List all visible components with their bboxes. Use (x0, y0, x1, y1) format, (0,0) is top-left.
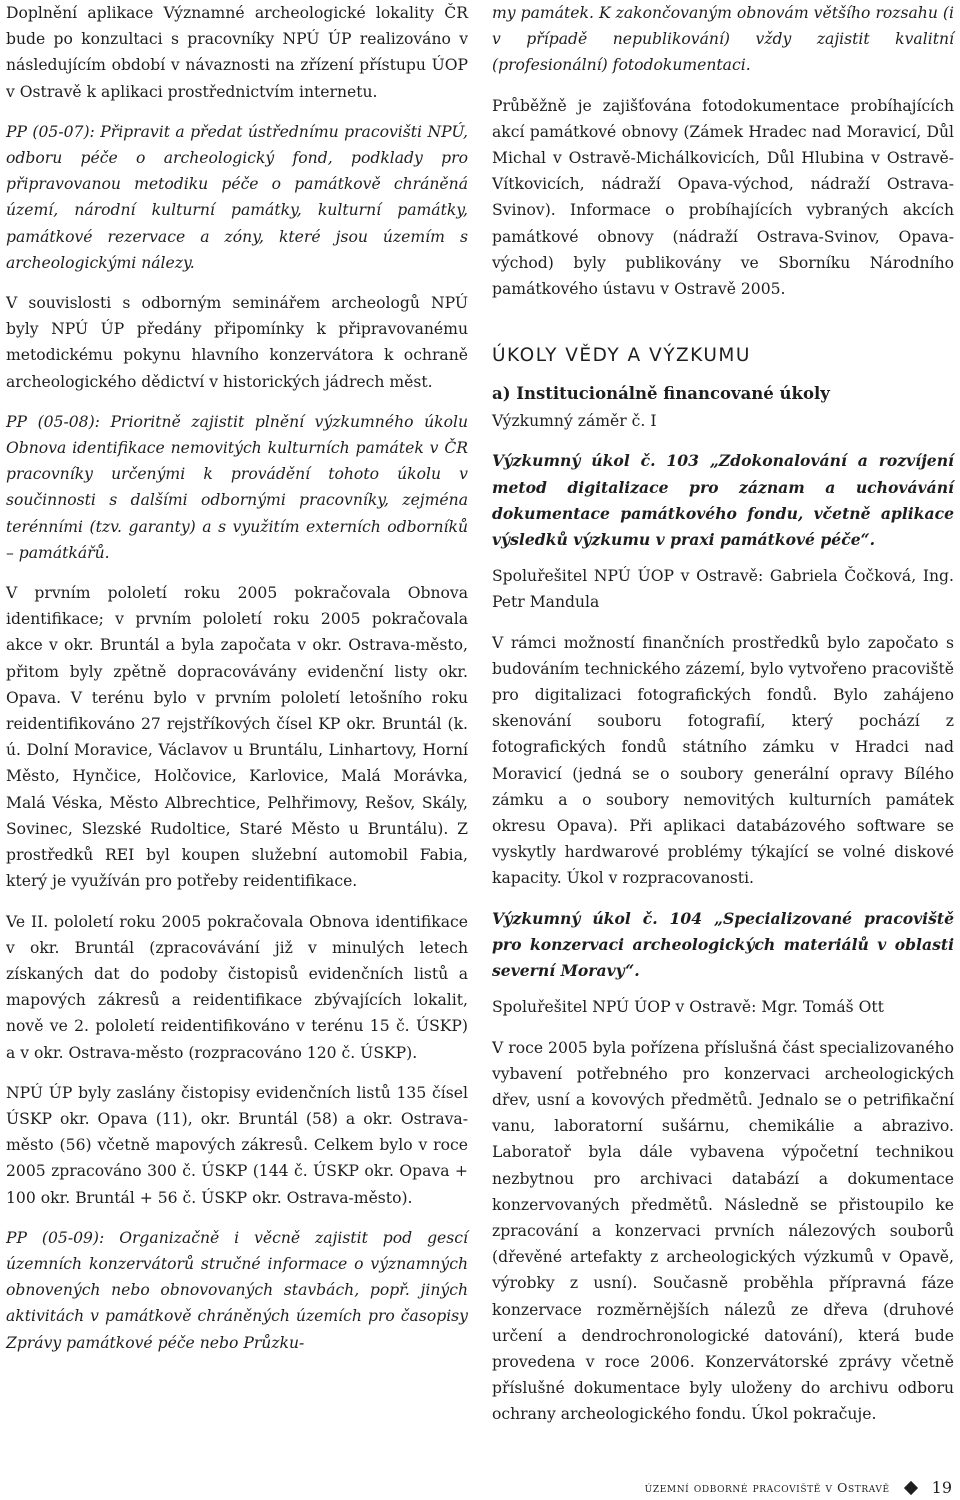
task-103-text: V rámci možností finančních prostředků bylo započato s budováním technického zázemí, bylo vytvořeno pracoviště pro digitalizaci fotografických fondů. Bylo zahájeno skenování souboru fotografií, který pochází z fotografických fondů státního zámku v Hradci nad Moravicí (jedná se o soubory generální opravy Bílého zámku a o soubory nemovitých kulturních památek okresu Opava). Při aplikaci databázového software se vyskytly hardwarové problémy týkající se volné diskové kapacity. Úkol v rozpracovanosti. (492, 633, 954, 888)
page-number: 19 (931, 1478, 952, 1497)
paragraph-seminar: V souvislosti s odborným seminářem archeologů NPÚ byly NPÚ ÚP předány připomínky k připravovanému metodickému pokynu hlavního konzervátora k ochraně archeologického dědictví v historických jádrech měst. (6, 294, 468, 391)
paragraph-first-half-2005: V prvním pololetí roku 2005 pokračovala Obnova identifikace; v prvním pololetí roku 2005 pokračovala akce v okr. Bruntál a byla započata v okr. Ostrava-město, přitom byly zpětně dopracovávány evidenční listy okr. Opava. V terénu bylo v prvním pololetí letošního roku reidentifikováno 27 rejstříkových čísel KP okr. Bruntál (k. ú. Dolní Moravice, Václavov u Bruntálu, Linhartovy, Horní Město, Hynčice, Holčovice, Karlovice, Malá Morávka, Malá Véska, Město Albrechtice, Pelhřimovy, Rešov, Skály, Sovinec, Slezské Rudoltice, Staré Město u Bruntálu). Z prostředků REI byl koupen služební automobil Fabia, který je využíván pro potřeby reidentifikace. (6, 584, 468, 891)
subheading-institutional: a) Institucionálně financované úkoly (492, 384, 830, 404)
right-column (492, 0, 954, 1428)
paragraph-intro: Doplnění aplikace Významné archeologické lokality ČR bude po konzultaci s pracovníky NPÚ ÚP realizováno v následujícím období v návaznosti na zřízení přístupu ÚOP v Ostravě k aplikaci prostřednictvím internetu. (6, 4, 468, 101)
task-104-coresearcher: Spoluřešitel NPÚ ÚOP v Ostravě: Mgr. Tomáš Ott (492, 998, 884, 1017)
task-pp-05-09-continued: my památek. K zakončovaným obnovám většího rozsahu (i v případě nepublikování) vždy zajistit kvalitní (profesionální) fotodokumentaci. (492, 4, 954, 75)
left-column (6, 0, 468, 1356)
task-103-title: Výzkumný úkol č. 103 „Zdokonalování a rozvíjení metod digitalizace pro záznam a uchovávání dokumentace památkového fondu, včetně aplikace výsledků výzkumu v praxi památkové péče“. (492, 451, 954, 550)
paragraph-photo-documentation: Průběžně je zajišťována fotodokumentace probíhajících akcí památkové obnovy (Zámek Hradec nad Moravicí, Důl Michal v Ostravě-Michálkovicích, Důl Hlubina v Ostravě-Vítkovicích, nádraží Opava-východ, nádraží Ostrava-Svinov). Informace o probíhajících vybraných akcích památkové obnovy (nádraží Ostrava-Svinov, Opava-východ) byly publikovány ve Sborníku Národního památkového ústavu v Ostravě 2005. (492, 96, 954, 299)
research-plan: Výzkumný záměr č. I (492, 412, 657, 431)
footer-text: územní odborné pracoviště v Ostravě (644, 1480, 890, 1495)
task-104-title: Výzkumný úkol č. 104 „Specializované pracoviště pro konzervaci archeologických materiálů v oblasti severní Moravy“. (492, 908, 954, 981)
task-pp-05-08: PP (05-08): Prioritně zajistit plnění výzkumného úkolu Obnova identifikace nemovitých kulturních památek v ČR pracovníky určenými k provádění tohoto úkolu v součinnosti s dalšími odbornými pracovníky, zejména terénními (tzv. garanty) a s využitím externích odborníků – památkářů. (6, 412, 468, 562)
task-pp-05-09: PP (05-09): Organizačně i věcně zajistit pod gescí územních konzervátorů stručné informace o významných obnovených nebo obnovovaných stavbách, popř. jiných aktivitách v památkově chráněných územích pro časopisy Zprávy památkové péče nebo Průzku- (6, 1228, 468, 1352)
task-103-coresearcher: Spoluřešitel NPÚ ÚOP v Ostravě: Gabriela Čočková, Ing. Petr Mandula (492, 567, 954, 612)
diamond-icon (904, 1480, 918, 1494)
task-104-text: V roce 2005 byla pořízena příslušná část specializovaného vybavení potřebného pro konzervaci archeologických dřev, usní a kovových předmětů. Jednalo se o petrifikační vanu, laboratorní sušárnu, chemikálie a abrazivo. Laboratoř byla dále vybavena výpočetní technikou nezbytnou pro archivaci databází a dokumentace konzervovaných předmětů. Následně se přistoupilo ke zpracování a konzervaci prvních nálezových souborů (dřevěné artefakty z archeologických výzkumů v Opavě, výrobky z usní). Současně proběhla přípravná fáze konzervace rozměrnějších nálezů ze dřeva (druhové určení a dendrochronologické datování), která bude provedena v roce 2006. Konzervátorské zprávy včetně příslušné dokumentace byly uloženy do archivu odboru ochrany archeologického fondu. Úkol pokračuje. (492, 1038, 954, 1424)
paragraph-second-half-2005: Ve II. pololetí roku 2005 pokračovala Obnova identifikace v okr. Bruntál (zpracovávání již v minulých letech získaných dat do podoby čistopisů evidenčních listů a mapových zákresů a reidentifikace zbývajících lokalit, nově ve 2. pololetí reidentifikováno v terénu 15 č. ÚSKP) a v okr. Ostrava-město (rozpracováno 120 č. ÚSKP). (6, 912, 468, 1062)
section-heading: ÚKOLY VĚDY A VÝZKUMU (492, 345, 751, 367)
page-footer (645, 1478, 952, 1497)
task-pp-05-07: PP (05-07): Připravit a předat ústřednímu pracovišti NPÚ, odboru péče o archeologický fond, podklady pro připravovanou metodiku péče o památkově chráněná území, národní kulturní památky, kulturní památky, památkové rezervace a zóny, které jsou územím s archeologickými nálezy. (6, 122, 468, 272)
paragraph-clean-copies: NPÚ ÚP byly zaslány čistopisy evidenčních listů 135 čísel ÚSKP okr. Opava (11), okr. Bruntál (58) a okr. Ostrava-město (56) včetně mapových zákresů. Celkem bylo v roce 2005 zpracováno 300 č. ÚSKP (144 č. ÚSKP okr. Opava + 100 okr. Bruntál + 56 č. ÚSKP okr. Ostrava-město). (6, 1083, 468, 1207)
